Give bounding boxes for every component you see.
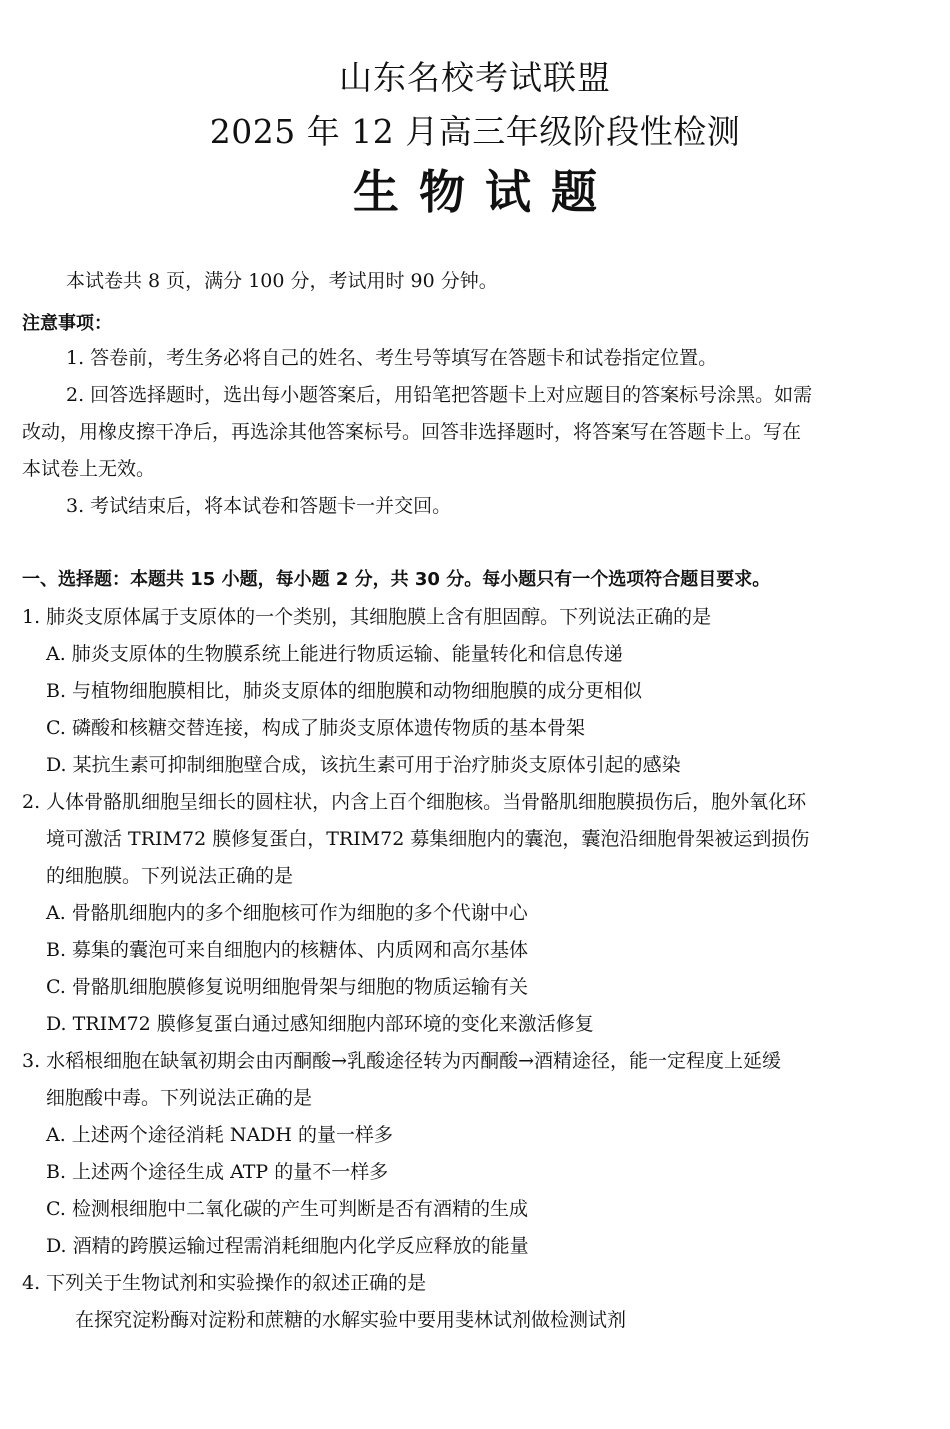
q2-stem-line-3: 的细胞膜。下列说法正确的是 (46, 865, 294, 887)
q2-option-c: C. 骨骼肌细胞膜修复说明细胞骨架与细胞的物质运输有关 (46, 976, 528, 998)
section-1-heading: 一、选择题：本题共 15 小题，每小题 2 分，共 30 分。每小题只有一个选项符合题目要求。 (22, 569, 771, 590)
q3-stem-line-2: 细胞酸中毒。下列说法正确的是 (46, 1087, 313, 1109)
intro-text: 本试卷共 8 页，满分 100 分，考试用时 90 分钟。 (66, 270, 498, 292)
q3-option-a: A. 上述两个途径消耗 NADH 的量一样多 (46, 1124, 394, 1146)
q1-option-d: D. 某抗生素可抑制细胞壁合成，该抗生素可用于治疗肺炎支原体引起的感染 (46, 754, 681, 776)
q3-option-c: C. 检测根细胞中二氧化碳的产生可判断是否有酒精的生成 (46, 1198, 528, 1220)
note-3: 3. 考试结束后，将本试卷和答题卡一并交回。 (66, 495, 452, 517)
q4-option-a: 在探究淀粉酶对淀粉和蔗糖的水解实验中要用斐林试剂做检测试剂 (75, 1309, 627, 1331)
note-2-line-3: 本试卷上无效。 (22, 458, 156, 480)
note-2-line-2: 改动，用橡皮擦干净后，再选涂其他答案标号。回答非选择题时，将答案写在答题卡上。写在 (22, 421, 802, 443)
exam-date-title: 2025 年 12 月高三年级阶段性检测 (209, 112, 741, 151)
q1-stem: 1. 肺炎支原体属于支原体的一个类别，其细胞膜上含有胆固醇。下列说法正确的是 (22, 606, 712, 628)
q3-stem-line-1: 3. 水稻根细胞在缺氧初期会由丙酮酸→乳酸途径转为丙酮酸→酒精途径，能一定程度上延缓 (22, 1050, 782, 1072)
note-2-line-1: 2. 回答选择题时，选出每小题答案后，用铅笔把答题卡上对应题目的答案标号涂黑。如需 (66, 384, 813, 406)
subject-title: 生物试题 (353, 165, 617, 219)
notes-heading: 注意事项： (22, 313, 112, 334)
q1-option-a: A. 肺炎支原体的生物膜系统上能进行物质运输、能量转化和信息传递 (46, 643, 623, 665)
q2-option-a: A. 骨骼肌细胞内的多个细胞核可作为细胞的多个代谢中心 (46, 902, 528, 924)
q1-option-b: B. 与植物细胞膜相比，肺炎支原体的细胞膜和动物细胞膜的成分更相似 (46, 680, 643, 702)
q4-stem: 4. 下列关于生物试剂和实验操作的叙述正确的是 (22, 1272, 427, 1294)
q2-stem-line-2: 境可激活 TRIM72 膜修复蛋白，TRIM72 募集细胞内的囊泡，囊泡沿细胞骨架被运到损伤 (46, 828, 810, 850)
q3-option-b: B. 上述两个途径生成 ATP 的量不一样多 (46, 1161, 389, 1183)
q2-option-b: B. 募集的囊泡可来自细胞内的核糖体、内质网和高尔基体 (46, 939, 529, 961)
q2-stem-line-1: 2. 人体骨骼肌细胞呈细长的圆柱状，内含上百个细胞核。当骨骼肌细胞膜损伤后，胞外氧化环 (22, 791, 807, 813)
q1-option-c: C. 磷酸和核糖交替连接，构成了肺炎支原体遗传物质的基本骨架 (46, 717, 585, 739)
q2-option-d: D. TRIM72 膜修复蛋白通过感知细胞内部环境的变化来激活修复 (46, 1013, 594, 1035)
q3-option-d: D. 酒精的跨膜运输过程需消耗细胞内化学反应释放的能量 (46, 1235, 529, 1257)
exam-alliance-title: 山东名校考试联盟 (339, 58, 611, 97)
note-1: 1. 答卷前，考生务必将自己的姓名、考生号等填写在答题卡和试卷指定位置。 (66, 347, 718, 369)
